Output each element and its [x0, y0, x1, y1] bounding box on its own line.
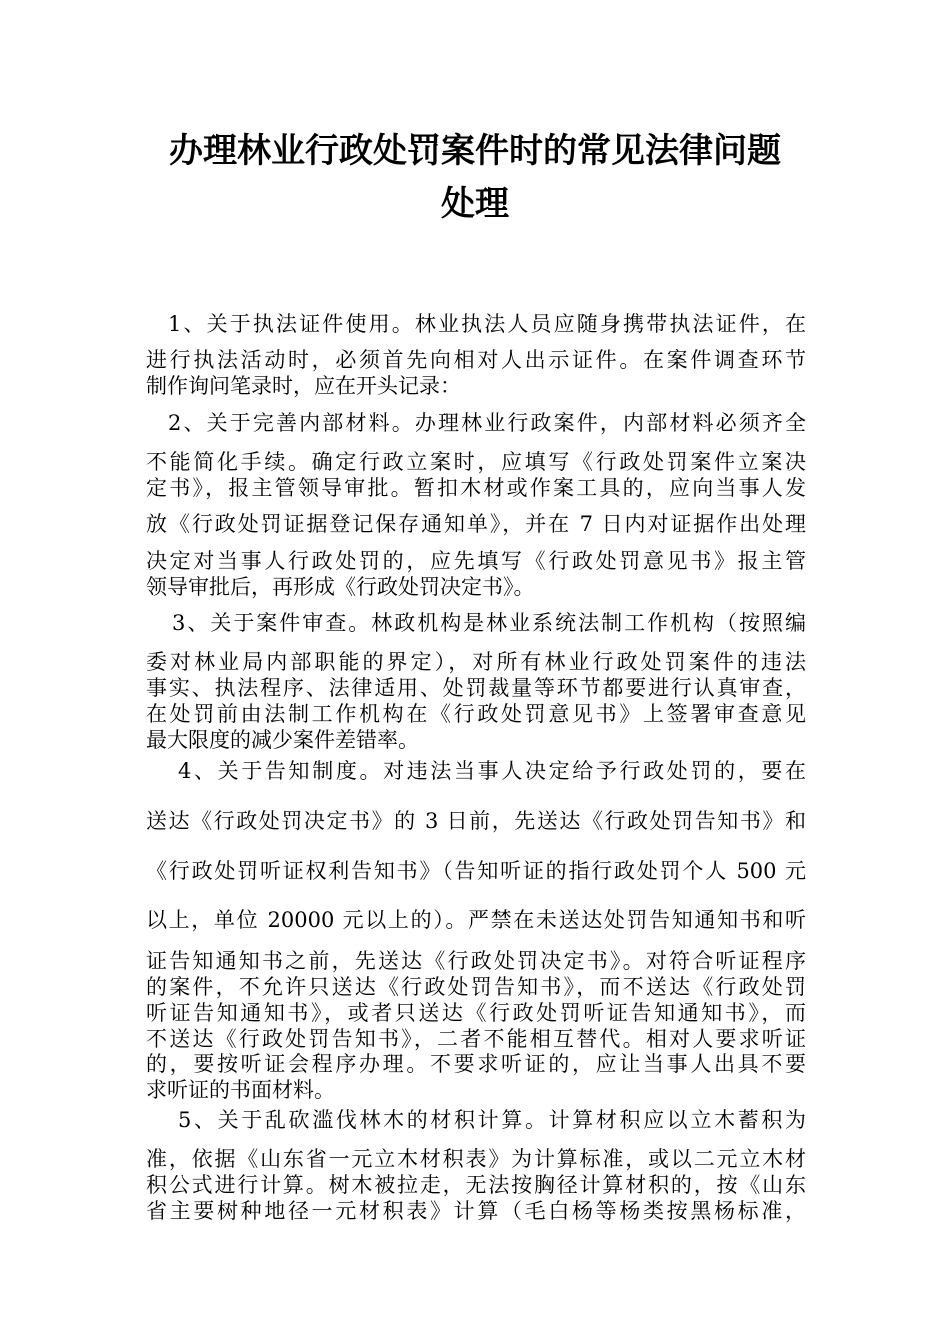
- body-line: 省主要树种地径一元材积表》计算（毛白杨等杨类按黑杨标准，: [146, 1199, 806, 1223]
- body-line: 事实、执法程序、法律适用、处罚裁量等环节都要进行认真审查，: [146, 676, 806, 700]
- body-line: 求听证的书面材料。: [146, 1078, 335, 1102]
- body-line: 委对林业局内部职能的界定），对所有林业行政处罚案件的违法: [146, 650, 806, 674]
- body-line: 制作询问笔录时，应在开头记录：: [146, 374, 461, 398]
- body-line: 不送达《行政处罚告知书》，二者不能相互替代。相对人要求听证: [146, 1027, 806, 1051]
- body-line: 证告知通知书之前，先送达《行政处罚决定书》。对符合听证程序: [146, 949, 806, 973]
- body-line: 《行政处罚听证权利告知书》（告知听证的指行政处罚个人 500 元: [146, 859, 806, 883]
- document-title-line-1: 办理林业行政处罚案件时的常见法律问题: [169, 131, 781, 171]
- body-line: 1、关于执法证件使用。林业执法人员应随身携带执法证件，在: [168, 312, 806, 336]
- body-line: 进行执法活动时，必须首先向相对人出示证件。在案件调查环节: [146, 348, 806, 372]
- body-line: 的案件，不允许只送达《行政处罚告知书》，而不送达《行政处罚: [146, 975, 806, 999]
- body-line: 送达《行政处罚决定书》的 3 日前，先送达《行政处罚告知书》和: [146, 809, 806, 833]
- body-line: 决定对当事人行政处罚的，应先填写《行政处罚意见书》报主管: [146, 549, 806, 573]
- body-line: 以上，单位 20000 元以上的）。严禁在未送达处罚告知通知书和听: [146, 908, 806, 932]
- body-line: 积公式进行计算。树木被拉走，无法按胸径计算材积的，按《山东: [146, 1173, 806, 1197]
- body-line: 准，依据《山东省一元立木材积表》为计算标准，或以二元立木材: [146, 1147, 806, 1171]
- body-line: 最大限度的减少案件差错率。: [146, 728, 419, 752]
- body-line: 3、关于案件审查。林政机构是林业系统法制工作机构（按照编: [172, 611, 806, 635]
- body-line: 放《行政处罚证据登记保存通知单》，并在 7 日内对证据作出处理: [146, 512, 806, 536]
- document-title-line-2: 处理: [441, 184, 509, 224]
- body-line: 4、关于告知制度。对违法当事人决定给予行政处罚的，要在: [178, 759, 806, 783]
- body-line: 5、关于乱砍滥伐林木的材积计算。计算材积应以立木蓄积为: [178, 1108, 806, 1132]
- body-line: 不能简化手续。确定行政立案时，应填写《行政处罚案件立案决: [146, 450, 806, 474]
- body-line: 领导审批后，再形成《行政处罚决定书》。: [146, 575, 535, 599]
- body-line: 2、关于完善内部材料。办理林业行政案件，内部材料必须齐全: [168, 411, 806, 435]
- body-line: 定书》，报主管领导审批。暂扣木材或作案工具的，应向当事人发: [146, 476, 806, 500]
- body-line: 听证告知通知书》，或者只送达《行政处罚听证告知通知书》，而: [146, 1001, 806, 1025]
- body-line: 在处罚前由法制工作机构在《行政处罚意见书》上签署审查意见: [146, 702, 806, 726]
- body-line: 的，要按听证会程序办理。不要求听证的，应让当事人出具不要: [146, 1052, 806, 1076]
